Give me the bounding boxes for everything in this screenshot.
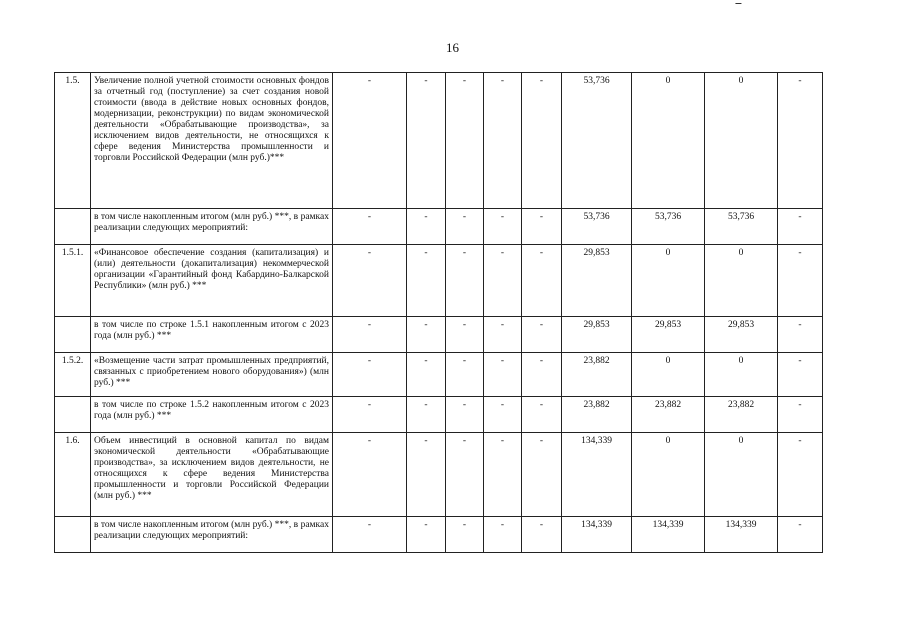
indicators-table bbox=[54, 72, 823, 553]
value-cell: - bbox=[407, 353, 446, 397]
value-cell: - bbox=[446, 517, 484, 553]
row-number bbox=[55, 517, 91, 553]
value-cell: - bbox=[778, 73, 823, 209]
value-cell: - bbox=[407, 517, 446, 553]
value-cell: 23,882 bbox=[632, 397, 705, 433]
row-number: 1.5.1. bbox=[55, 245, 91, 317]
value-cell: 29,853 bbox=[705, 317, 778, 353]
value-cell: - bbox=[778, 517, 823, 553]
table-row bbox=[55, 245, 823, 317]
indicator-description: в том числе накопленным итогом (млн руб.) ***, в рамках реализации следующих мероприятий: bbox=[91, 209, 333, 245]
indicator-description: «Финансовое обеспечение создания (капитализация) и (или) деятельности (докапитализация) некоммерческой организации «Гарантийный фонд Кабардино-Балкарской Республики» (млн руб.) *** bbox=[91, 245, 333, 317]
value-cell: 0 bbox=[632, 73, 705, 209]
table-row bbox=[55, 209, 823, 245]
row-number: 1.5. bbox=[55, 73, 91, 209]
corner-mark bbox=[735, 0, 742, 4]
value-cell: - bbox=[446, 209, 484, 245]
value-cell: - bbox=[484, 397, 522, 433]
value-cell: - bbox=[778, 397, 823, 433]
row-number: 1.6. bbox=[55, 433, 91, 517]
value-cell: - bbox=[522, 73, 562, 209]
value-cell: 53,736 bbox=[562, 73, 632, 209]
value-cell: - bbox=[778, 317, 823, 353]
value-cell: - bbox=[333, 353, 407, 397]
value-cell: 0 bbox=[705, 245, 778, 317]
page-number: 16 bbox=[446, 40, 459, 55]
value-cell: - bbox=[484, 73, 522, 209]
table-row bbox=[55, 317, 823, 353]
value-cell: - bbox=[407, 397, 446, 433]
value-cell: - bbox=[522, 245, 562, 317]
value-cell: 23,882 bbox=[562, 353, 632, 397]
value-cell: 0 bbox=[705, 353, 778, 397]
value-cell: 134,339 bbox=[705, 517, 778, 553]
value-cell: 29,853 bbox=[562, 245, 632, 317]
indicator-description: Увеличение полной учетной стоимости основных фондов за отчетный год (поступление) за счет создания новой стоимости (ввода в действие новых основных фондов, модернизации, реконструкции) по видам экономической деятельности «Обрабатывающие производства», за исключением видов деятельности, не относящихся к сфере ведения Министерства промышленности и торговли Российской Федерации (млн руб.)*** bbox=[91, 73, 333, 209]
value-cell: 134,339 bbox=[562, 517, 632, 553]
value-cell: - bbox=[484, 353, 522, 397]
value-cell: - bbox=[407, 245, 446, 317]
value-cell: - bbox=[522, 209, 562, 245]
value-cell: - bbox=[484, 317, 522, 353]
indicator-description: в том числе накопленным итогом (млн руб.) ***, в рамках реализации следующих мероприятий: bbox=[91, 517, 333, 553]
value-cell: - bbox=[778, 209, 823, 245]
value-cell: - bbox=[446, 73, 484, 209]
indicator-description: в том числе по строке 1.5.2 накопленным итогом с 2023 года (млн руб.) *** bbox=[91, 397, 333, 433]
value-cell: 134,339 bbox=[562, 433, 632, 517]
table-row bbox=[55, 517, 823, 553]
value-cell: - bbox=[407, 433, 446, 517]
value-cell: - bbox=[522, 517, 562, 553]
value-cell: 53,736 bbox=[705, 209, 778, 245]
value-cell: - bbox=[407, 209, 446, 245]
value-cell: - bbox=[778, 353, 823, 397]
indicator-description: «Возмещение части затрат промышленных предприятий, связанных с приобретением нового оборудования») (млн руб.) *** bbox=[91, 353, 333, 397]
value-cell: 0 bbox=[632, 245, 705, 317]
value-cell: 0 bbox=[632, 353, 705, 397]
value-cell: - bbox=[333, 433, 407, 517]
value-cell: - bbox=[407, 317, 446, 353]
row-number bbox=[55, 317, 91, 353]
value-cell: - bbox=[522, 353, 562, 397]
value-cell: - bbox=[484, 209, 522, 245]
value-cell: - bbox=[333, 317, 407, 353]
table-row bbox=[55, 397, 823, 433]
value-cell: 23,882 bbox=[705, 397, 778, 433]
value-cell: - bbox=[446, 317, 484, 353]
value-cell: - bbox=[446, 397, 484, 433]
value-cell: - bbox=[522, 317, 562, 353]
value-cell: - bbox=[484, 433, 522, 517]
value-cell: 29,853 bbox=[632, 317, 705, 353]
value-cell: 23,882 bbox=[562, 397, 632, 433]
indicator-description: Объем инвестиций в основной капитал по видам экономической деятельности «Обрабатывающие производства», за исключением видов деятельности, не относящихся к сфере ведения Министерства промышленности и торговли Российской Федерации (млн руб.) *** bbox=[91, 433, 333, 517]
row-number: 1.5.2. bbox=[55, 353, 91, 397]
row-number bbox=[55, 209, 91, 245]
value-cell: - bbox=[484, 245, 522, 317]
value-cell: 53,736 bbox=[632, 209, 705, 245]
table-row bbox=[55, 353, 823, 397]
table-row bbox=[55, 433, 823, 517]
value-cell: - bbox=[484, 517, 522, 553]
value-cell: 0 bbox=[705, 433, 778, 517]
indicator-description: в том числе по строке 1.5.1 накопленным итогом с 2023 года (млн руб.) *** bbox=[91, 317, 333, 353]
value-cell: - bbox=[778, 245, 823, 317]
value-cell: - bbox=[446, 353, 484, 397]
value-cell: 0 bbox=[705, 73, 778, 209]
value-cell: - bbox=[446, 245, 484, 317]
value-cell: - bbox=[333, 209, 407, 245]
value-cell: 29,853 bbox=[562, 317, 632, 353]
value-cell: - bbox=[778, 433, 823, 517]
value-cell: - bbox=[333, 397, 407, 433]
table-row bbox=[55, 73, 823, 209]
value-cell: - bbox=[333, 517, 407, 553]
value-cell: - bbox=[522, 433, 562, 517]
value-cell: 53,736 bbox=[562, 209, 632, 245]
value-cell: - bbox=[522, 397, 562, 433]
row-number bbox=[55, 397, 91, 433]
value-cell: 134,339 bbox=[632, 517, 705, 553]
value-cell: - bbox=[333, 73, 407, 209]
value-cell: - bbox=[333, 245, 407, 317]
value-cell: - bbox=[446, 433, 484, 517]
value-cell: 0 bbox=[632, 433, 705, 517]
value-cell: - bbox=[407, 73, 446, 209]
